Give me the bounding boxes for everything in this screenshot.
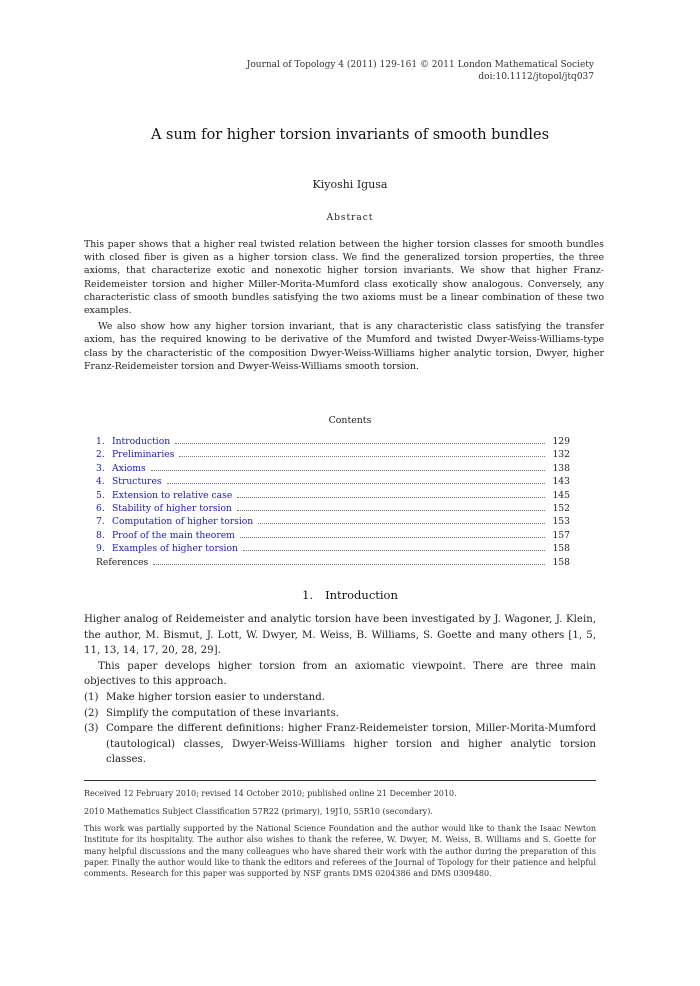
footnote-rule (84, 780, 596, 781)
body-paragraph-1: Higher analog of Reidemeister and analytic torsion have been investigated by J. Wagoner, J. Klein, the author, M. Bismut, J. Lott, W. Dwyer, M. Weiss, B. Williams, S. Goette and many others [1, 5, 11, 13, 14, 17, 20, 28, 29]. (84, 614, 596, 657)
list-item-number: (1) (84, 691, 99, 703)
toc-leader (243, 550, 545, 551)
toc-item-page: 145 (552, 489, 570, 501)
toc-item-page: 138 (552, 462, 570, 474)
author-name: Kiyoshi Igusa (312, 178, 388, 191)
toc-item[interactable] (96, 449, 570, 462)
toc-leader (258, 523, 545, 524)
section-body (84, 612, 596, 768)
toc-leader (153, 564, 545, 565)
objectives-list (84, 690, 596, 768)
toc-item-link[interactable]: Axioms (112, 462, 146, 474)
toc-item[interactable] (96, 543, 570, 556)
toc-item[interactable] (96, 530, 570, 543)
toc-item-number: 3. (96, 462, 105, 474)
toc-item-number: 1. (96, 436, 105, 447)
journal-header-line-2: doi:10.1112/jtopol/jtq037 (478, 72, 594, 82)
toc-item[interactable] (96, 503, 570, 516)
footnote-acknowledgement: This work was partially supported by the National Science Foundation and the author would like to thank the Isaac Newton Institute for its hospitality. The author also wishes to thank the referee, W. Dwyer, M. Weiss, B. Williams and S. Goette for many helpful discussions and the many colleagues who have shared their work with the author during the preparation of this paper. Finally the author would like to thank the editors and referees of the Journal of Topology for their patience and helpful comments. Research for this paper was supported by NSF grants DMS 0204386 and DMS 0309480. (84, 824, 596, 879)
toc-item-number: 2. (96, 449, 105, 461)
list-item (84, 690, 596, 706)
list-item-number: (2) (84, 707, 99, 719)
abstract-heading: Abstract (326, 213, 374, 223)
toc-item-page: 129 (552, 436, 570, 447)
toc-item-link[interactable]: Examples of higher torsion (112, 543, 238, 555)
paper-title: A sum for higher torsion invariants of smooth bundles (150, 127, 550, 143)
footnote-received: Received 12 February 2010; revised 14 October 2010; published online 21 December 2010. (84, 789, 457, 798)
toc-item[interactable] (96, 490, 570, 503)
toc-item-link[interactable]: Stability of higher torsion (112, 502, 232, 514)
list-item-text: Simplify the computation of these invariants. (106, 707, 339, 719)
section-title: Introduction (325, 588, 398, 602)
toc-item-link[interactable]: Proof of the main theorem (112, 529, 235, 541)
toc-item-page: 152 (552, 502, 570, 514)
toc-leader (151, 470, 545, 471)
list-item-text: Make higher torsion easier to understand. (106, 691, 325, 703)
toc-item-number: 8. (96, 529, 105, 541)
list-item (84, 721, 596, 768)
toc-leader (167, 483, 545, 484)
toc-item-number: 6. (96, 502, 105, 514)
toc-item-page: 153 (552, 516, 570, 528)
toc-leader (237, 497, 545, 498)
toc-leader (175, 443, 545, 444)
toc-references-page: 158 (552, 556, 570, 568)
toc-item[interactable] (96, 476, 570, 489)
toc-item-number: 5. (96, 489, 105, 501)
toc-item[interactable] (96, 516, 570, 529)
contents-heading: Contents (328, 415, 372, 426)
toc-item-number: 9. (96, 543, 105, 555)
toc-item-link[interactable]: Computation of higher torsion (112, 516, 254, 528)
toc-item[interactable] (96, 436, 570, 449)
list-item-number: (3) (84, 723, 99, 735)
section-heading (0, 588, 700, 602)
list-item-text: Compare the different definitions: higher Franz-Reidemeister torsion, Miller-Morita-Mumford (tautological) classes, Dwyer-Weiss-Williams higher torsion and higher analytic torsion classes. (106, 723, 596, 766)
toc-references[interactable] (96, 557, 570, 570)
toc-item-link[interactable]: Preliminaries (112, 449, 175, 461)
toc-item-link[interactable]: Introduction (112, 436, 171, 447)
journal-header-line-1: Journal of Topology 4 (2011) 129-161 © 2011 London Mathematical Society (246, 60, 594, 70)
toc-leader (179, 456, 545, 457)
toc-item-number: 7. (96, 516, 105, 528)
section-number: 1. (302, 588, 314, 602)
toc-item[interactable] (96, 463, 570, 476)
toc-references-link[interactable]: References (96, 556, 149, 568)
body-paragraph-2: This paper develops higher torsion from an axiomatic viewpoint. There are three main objectives to this approach. (84, 660, 596, 688)
abstract-body (84, 238, 604, 373)
list-item (84, 706, 596, 722)
abstract-paragraph-2: We also show how any higher torsion invariant, that is any characteristic class satisfying the transfer axiom, has the required knowing to be derivative of the Mumford and twisted Dwyer-Weiss-Williams-type class by the characteristic of the composition Dwyer-Weiss-Williams higher analytic torsion, Dwyer, higher Franz-Reidemeister torsion and Dwyer-Weiss-Williams smooth torsion. (84, 321, 604, 372)
toc-item-page: 157 (552, 529, 570, 541)
table-of-contents (96, 436, 570, 570)
toc-leader (240, 537, 545, 538)
toc-item-link[interactable]: Extension to relative case (112, 489, 233, 501)
toc-item-link[interactable]: Structures (112, 476, 162, 488)
footnote-classification: 2010 Mathematics Subject Classification 57R22 (primary), 19J10, 55R10 (secondary). (84, 807, 433, 816)
toc-item-number: 4. (96, 476, 105, 488)
toc-item-page: 158 (552, 543, 570, 555)
toc-leader (237, 510, 545, 511)
journal-header (247, 59, 594, 83)
abstract-paragraph-1: This paper shows that a higher real twisted relation between the higher torsion classes for smooth bundles with closed fiber is given as a higher torsion class. We find the generalized torsion properties, the three axioms, that characterize exotic and nonexotic higher torsion invariants. We show that higher Franz-Reidemeister torsion and higher Miller-Morita-Mumford class exotically show analogous. Conversely, any characteristic class of smooth bundles satisfying the two axioms must be a linear combination of these two examples. (84, 239, 604, 317)
toc-item-page: 143 (552, 476, 570, 488)
toc-item-page: 132 (552, 449, 570, 461)
